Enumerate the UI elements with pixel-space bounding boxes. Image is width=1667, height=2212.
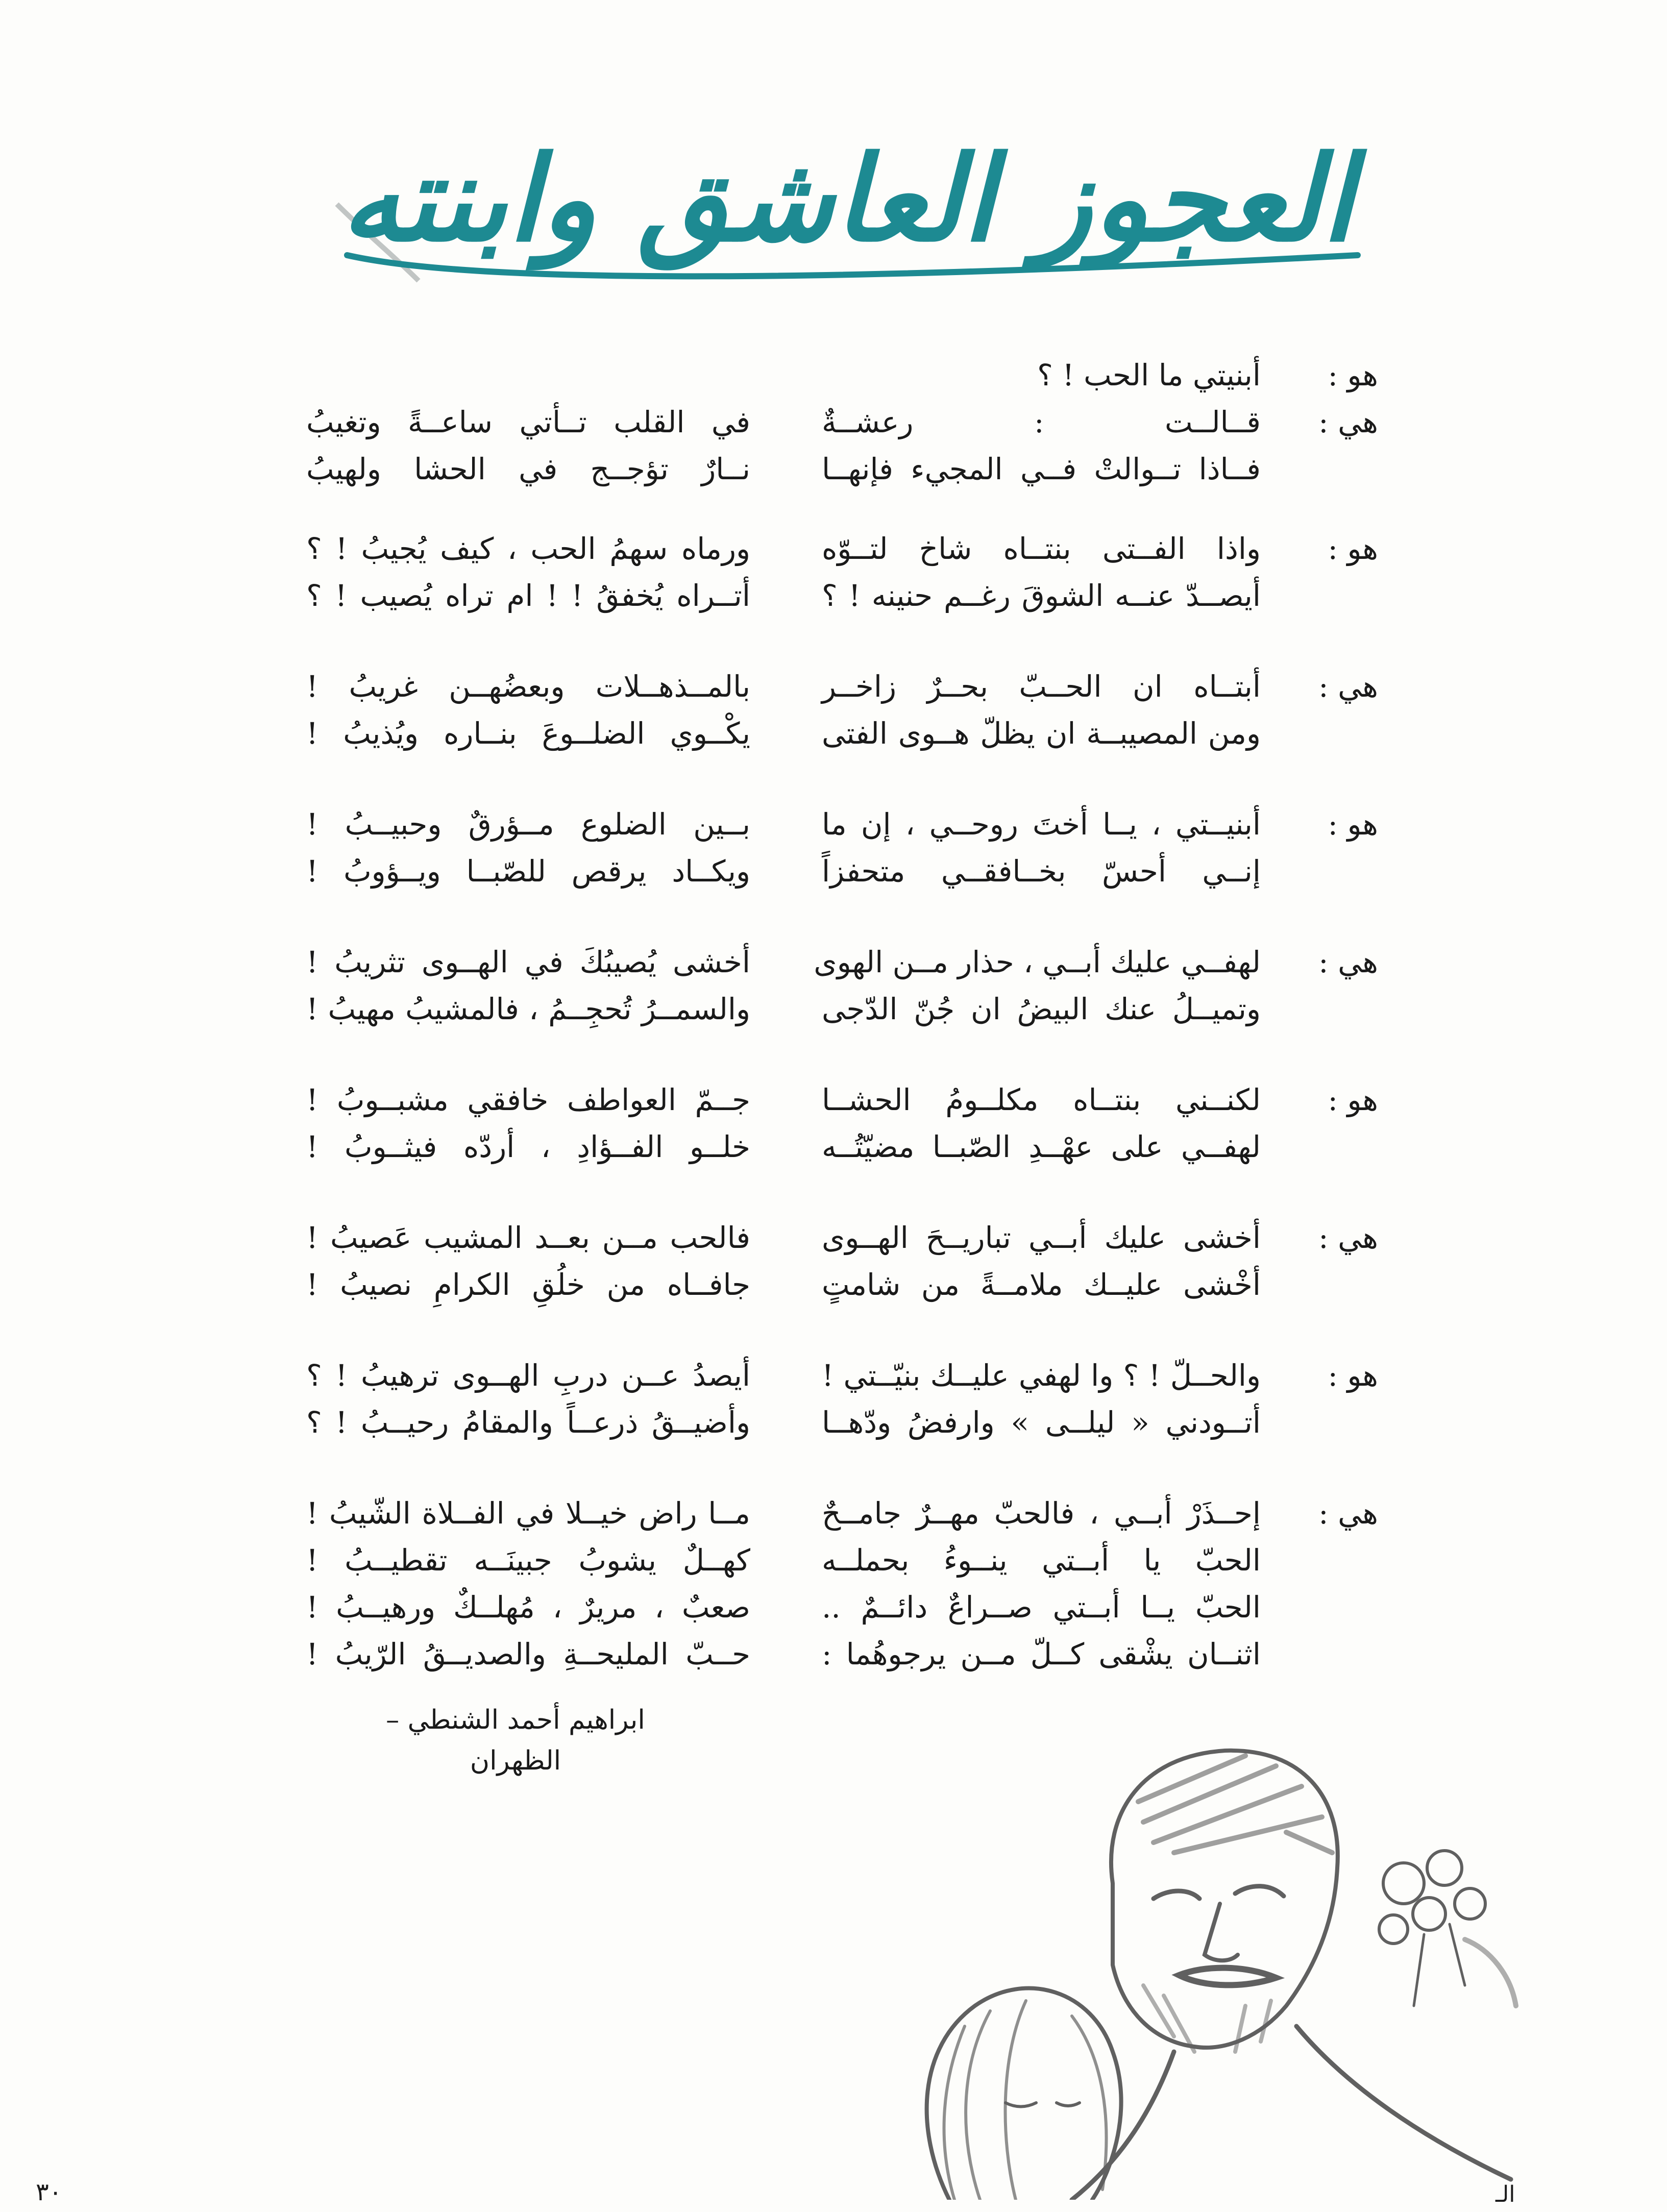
first-hemistich: لهفــي على عهْــدِ الصّبــا مضيّتُــه [822, 1129, 1261, 1164]
verse-line [306, 446, 1378, 492]
second-hemistich: يكْــوي الضلــوعَ بنــاره ويُذيبُ ! [306, 716, 750, 751]
old-man-eyes [1154, 1886, 1284, 1899]
author-signature: ابراهيم أحمد الشنطي – الظهران [386, 1705, 645, 1776]
second-hemistich: أيصدُ عــن دربِ الهــوى ترهيبُ ! ؟ [306, 1358, 750, 1393]
second-hemistich: أخشى يُصيبُكَ في الهــوى تثريبُ ! [306, 945, 750, 979]
girl-head-outline [927, 1988, 1121, 2200]
second-hemistich: جافــاه من خلُقِ الكرامِ نصيبُ ! [306, 1267, 750, 1302]
verse-line [306, 573, 1378, 619]
first-hemistich: لكنــني بنتــاه مكلــومُ الحشــا [822, 1083, 1261, 1117]
first-hemistich: أبتــاه ان الحــبّ بحــرٌ زاخــر [822, 669, 1261, 704]
second-hemistich: فالحب مــن بعــد المشيب عَصيبُ ! [306, 1220, 750, 1255]
girl-hair-strands [944, 2001, 1107, 2200]
first-hemistich: قــالــت : رعشــةٌ [822, 405, 1261, 439]
first-hemistich: أبنيتي ما الحب ! ؟ [1037, 358, 1261, 392]
first-hemistich: اثنــان يشْقى كــلّ مــن يرجوهُما : [822, 1637, 1261, 1672]
first-hemistich: إحــذَرْ أبــي ، فالحبّ مهــرٌ جامــحٌ [822, 1496, 1261, 1531]
verse-line [306, 1215, 1378, 1261]
second-hemistich: بالمــذهــلات وبعضُهــن غريبُ ! [306, 669, 750, 704]
second-hemistich: ويكــاد يرقص للصّبــا ويــؤوبُ ! [306, 854, 750, 889]
verse-line [306, 1399, 1378, 1445]
poem-title-text: العجوز العاشق وابنته [340, 132, 1354, 268]
second-hemistich: جــمّ العواطف خافقي مشبــوبُ ! [306, 1083, 750, 1117]
speaker-label: هي : [1318, 405, 1378, 439]
second-hemistich: نــارٌ تؤجــج في الحشا ولهيبُ [306, 452, 750, 486]
first-hemistich: أتــودني « ليلــى » وارفضُ ودّهــا [822, 1405, 1261, 1440]
verse-line [306, 1077, 1378, 1123]
first-hemistich: فــاذا تــوالتْ فــي المجيء فإنهــا [822, 452, 1261, 486]
old-man-mustache [1179, 1968, 1276, 1985]
second-hemistich: أتــراه يُخفقُ ! ! ام تراه يُصيب ! ؟ [306, 578, 750, 613]
second-hemistich: صعبٌ ، مريرٌ ، مُهلــكٌ ورهيــبُ ! [306, 1590, 750, 1625]
second-hemistich: مــا راض خيــلا في الفــلاة الشّيبُ ! [306, 1496, 750, 1531]
second-hemistich: حــبّ المليحــةِ والصديــقُ الرّيبُ ! [306, 1637, 750, 1672]
verse-line [306, 1124, 1378, 1170]
verse-line [306, 352, 1378, 398]
verse-line [306, 1537, 1378, 1583]
first-hemistich: ومن المصيبــة ان يظلّ هــوى الفتى [822, 716, 1261, 751]
second-hemistich: كهــلٌ يشوبُ جبينَــه تقطيــبُ ! [306, 1543, 750, 1578]
first-hemistich: إنــي أحسّ بخــافقــي متحفزاً [822, 854, 1261, 889]
speaker-label: هي : [1318, 669, 1378, 704]
speaker-label: هو : [1328, 1083, 1378, 1117]
speaker-label: هو : [1328, 358, 1378, 392]
first-hemistich: وتميــلُ عنك البيضُ ان جُنّ الدّجى [822, 992, 1261, 1026]
first-hemistich: واذا الفــتى بنتــاه شاخ لتــوّه [822, 531, 1261, 566]
verse-line [306, 1631, 1378, 1677]
speaker-label: هي : [1318, 1220, 1378, 1255]
poem-title [306, 128, 1378, 316]
speaker-label: هو : [1328, 807, 1378, 842]
page-number: ٣٠ [36, 2178, 62, 2206]
verse-line [306, 710, 1378, 756]
verse-line [306, 939, 1378, 985]
verse-line [306, 1262, 1378, 1308]
old-man-beard-shading [1143, 1985, 1271, 2052]
first-hemistich: لهفــي عليك أبــي ، حذار مــن الهوى [814, 945, 1261, 979]
first-hemistich: أيصــدّ عنــه الشوقَ رغــم حنينه ! ؟ [822, 578, 1261, 613]
first-hemistich: الحبّ يا أبــتي ينــوءُ بحملــه [822, 1543, 1261, 1578]
footer-fragment: الـ [1496, 2181, 1515, 2207]
verse-line [306, 848, 1378, 894]
verse-line [306, 526, 1378, 572]
speaker-label: هو : [1328, 531, 1378, 566]
second-hemistich: في القلب تــأتي ساعــةً وتغيبُ [306, 405, 750, 439]
verse-line [306, 1584, 1378, 1630]
second-hemistich: والسمــرُ تُحجِــمُ ، فالمشيبُ مهيبُ ! [306, 992, 750, 1026]
sketch-old-man-and-daughter-illustration [786, 1700, 1541, 2200]
flower-bouquet [1379, 1851, 1516, 2006]
first-hemistich: والحــلّ ! ؟ وا لهفي عليــك بنيّــتي ! [822, 1358, 1261, 1393]
first-hemistich: أخْشى عليــك ملامــةً من شامتٍ [822, 1267, 1261, 1302]
old-man-head-outline [1111, 1751, 1338, 2048]
second-hemistich: بــين الضلوع مــؤرقٌ وحبيــبُ ! [306, 807, 750, 842]
first-hemistich: أخشى عليك أبــي تباريــحَ الهــوى [822, 1220, 1261, 1255]
verse-line [306, 986, 1378, 1032]
verse-line [306, 1353, 1378, 1398]
first-hemistich: أبنيــتي ، يــا أختَ روحــي ، إن ما [822, 807, 1261, 842]
verse-line [306, 1490, 1378, 1536]
verse-line [306, 801, 1378, 847]
old-man-hair-hatching [1138, 1756, 1332, 1853]
old-man-shoulders [1072, 2026, 1511, 2200]
old-man-nose [1205, 1904, 1238, 1960]
girl-closed-eyes [1006, 2103, 1080, 2107]
verse-line [306, 663, 1378, 709]
second-hemistich: ورماه سهمُ الحب ، كيف يُجيبُ ! ؟ [306, 531, 750, 566]
verse-line [306, 399, 1378, 445]
second-hemistich: وأضيــقُ ذرعــاً والمقامُ رحيــبُ ! ؟ [306, 1405, 750, 1440]
speaker-label: هي : [1318, 945, 1378, 979]
speaker-label: هو : [1328, 1358, 1378, 1393]
speaker-label: هي : [1318, 1496, 1378, 1531]
second-hemistich: خلــو الفــؤادِ ، أردّه فيثــوبُ ! [306, 1129, 750, 1164]
first-hemistich: الحبّ يــا أبــتي صــراعٌ دائــمٌ .. [822, 1590, 1261, 1625]
